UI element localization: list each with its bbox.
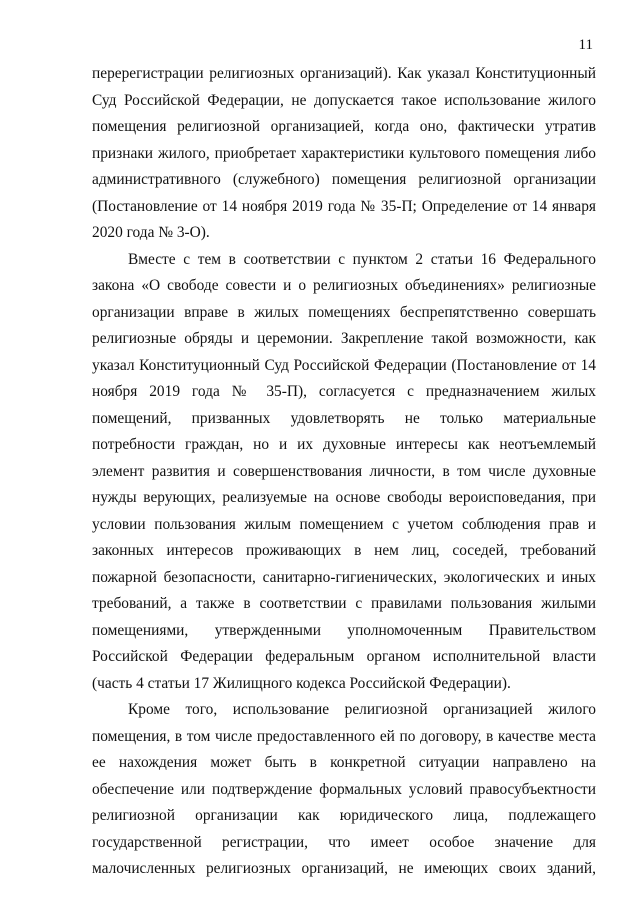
text-line: помещения, в том числе предоставленного ей по договору, в качестве места — [92, 727, 596, 745]
text-line: (часть 4 статьи 17 Жилищного кодекса Российской Федерации). — [92, 674, 511, 692]
paragraph-2 — [92, 247, 596, 698]
text-line: указал Конституционный Суд Российской Федерации (Постановление от 14 — [92, 356, 596, 374]
text-line: помещения религиозной организацией, когда оно, фактически утратив — [92, 118, 596, 135]
text-line: обеспечение или подтверждение формальных условий правосубъектности — [92, 780, 596, 798]
text-line: Российской Федерации федеральным органом исполнительной власти — [92, 648, 596, 665]
text-line: нужды верующих, реализуемые на основе свободы вероисповедания, при — [92, 489, 596, 506]
document-body — [92, 61, 596, 883]
text-line: потребности граждан, но и их духовные интересы как неотъемлемый — [92, 436, 596, 453]
text-line: (Постановление от 14 ноября 2019 года № 35-П; Определение от 14 января — [92, 197, 596, 215]
text-line: административного (служебного) помещения религиозной организации — [92, 171, 596, 188]
text-line: признаки жилого, приобретает характеристики культового помещения либо — [92, 144, 596, 162]
text-line: условии пользования жилым помещением с учетом соблюдения прав и — [92, 515, 596, 533]
text-line: законных интересов проживающих в нем лиц, соседей, требований — [92, 542, 596, 559]
text-line: религиозные обряды и церемонии. Закрепление такой возможности, как — [92, 330, 596, 347]
text-line: Суд Российской Федерации, не допускается такое использование жилого — [92, 91, 596, 109]
text-line: закона «О свободе совести и о религиозных объединениях» религиозные — [92, 277, 596, 294]
text-line: элемент развития и совершенствования личности, в том числе духовные — [92, 462, 596, 480]
text-line: перерегистрации религиозных организаций). Как указал Конституционный — [92, 65, 596, 82]
text-line: религиозной организации как юридического лица, подлежащего — [92, 807, 596, 824]
text-line: Вместе с тем в соответствии с пунктом 2 статьи 16 Федерального — [128, 250, 596, 268]
text-line: малочисленных религиозных организаций, не имеющих своих зданий, — [92, 860, 596, 877]
paragraph-3 — [92, 697, 596, 883]
text-line: помещений, призванных удовлетворять не только материальные — [92, 409, 596, 427]
paragraph-1 — [92, 61, 596, 247]
text-line: ноября 2019 года № 35-П), согласуется с предназначением жилых — [92, 383, 596, 400]
text-line: требований, а также в соответствии с правилами пользования жилыми — [92, 595, 596, 612]
page-number: 11 — [578, 37, 593, 53]
text-line: организации вправе в жилых помещениях беспрепятственно совершать — [92, 303, 596, 321]
text-line: помещениями, утвержденными уполномоченным Правительством — [92, 621, 596, 639]
text-line: ее нахождения может быть в конкретной ситуации направлено на — [92, 754, 596, 771]
text-line: 2020 года № 3-О). — [92, 224, 210, 241]
text-line: государственной регистрации, что имеет особое значение для — [92, 833, 596, 851]
text-line: Кроме того, использование религиозной организацией жилого — [128, 701, 596, 718]
text-line: пожарной безопасности, санитарно-гигиенических, экологических и иных — [92, 568, 596, 586]
